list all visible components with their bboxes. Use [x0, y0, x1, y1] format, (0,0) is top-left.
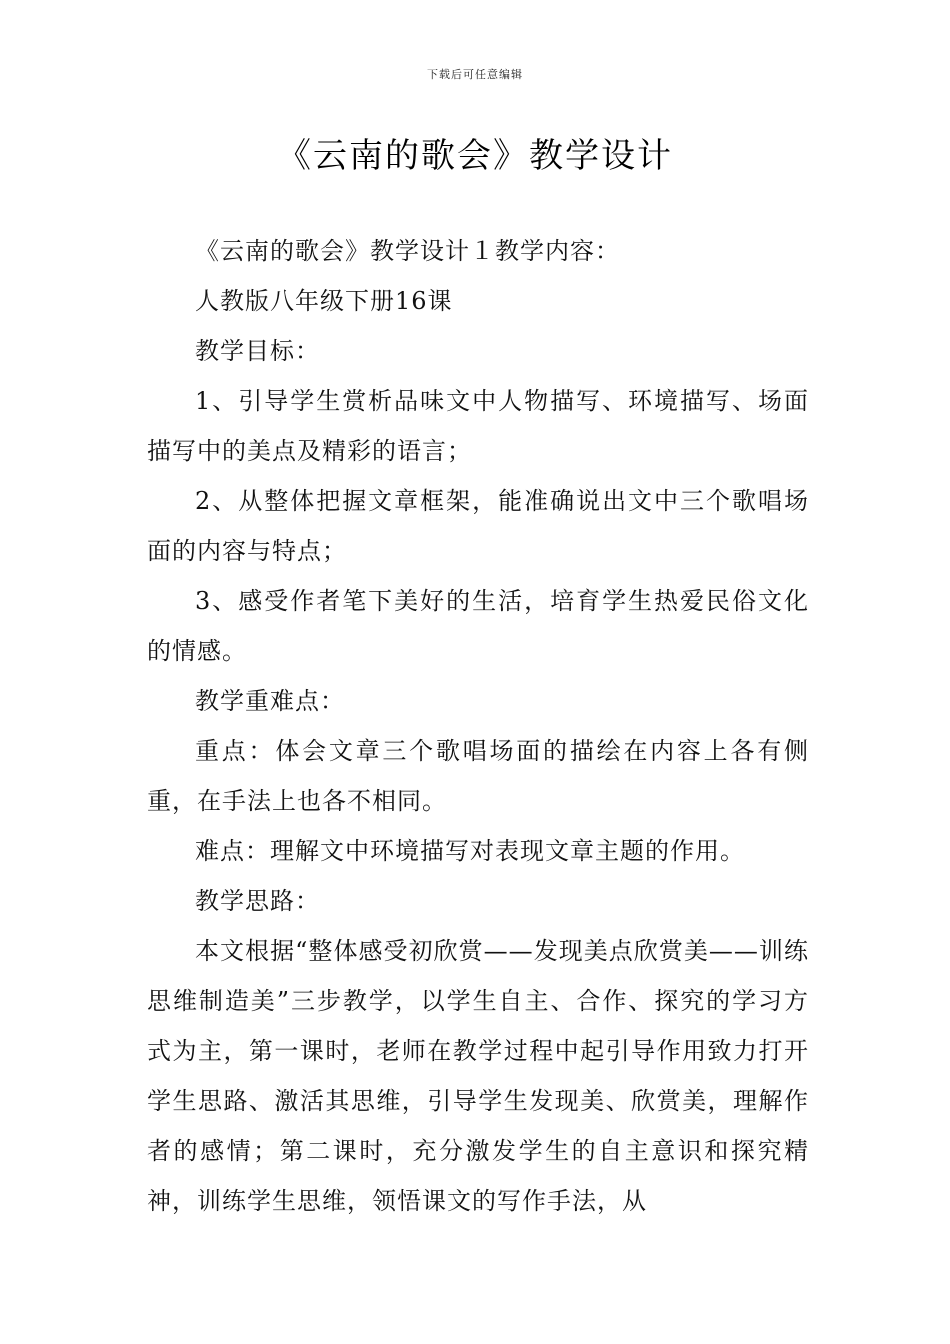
paragraph-goals-heading: 教学目标： [195, 337, 320, 365]
document-title: 《云南的歌会》教学设计 [277, 136, 673, 176]
paragraph-difficulty: 难点：理解文中环境描写对表现文章主题的作用。 [195, 837, 745, 865]
document-body [147, 226, 809, 1226]
paragraph-key-points-heading: 教学重难点： [195, 687, 345, 715]
paragraph-approach-heading: 教学思路： [195, 887, 320, 915]
header-note: 下载后可任意编辑 [427, 68, 523, 81]
paragraph-textbook: 人教版八年级下册16课 [195, 287, 453, 315]
paragraph-goal-2: 2、从整体把握文章框架，能准确说出文中三个歌唱场面的内容与特点； [147, 487, 809, 565]
paragraph-goal-1: 1、引导学生赏析品味文中人物描写、环境描写、场面描写中的美点及精彩的语言； [147, 387, 809, 465]
paragraph-approach: 本文根据“整体感受初欣赏——发现美点欣赏美——训练思维制造美”三步教学，以学生自主、合作、探究的学习方式为主，第一课时，老师在教学过程中起引导作用致力打开学生思路、激活其思维，引导学生发现美、欣赏美，理解作者的感情；第二课时，充分激发学生的自主意识和探究精神，训练学生思维，领悟课文的写作手法，从 [147, 937, 809, 1215]
paragraph-key-point: 重点：体会文章三个歌唱场面的描绘在内容上各有侧重，在手法上也各不相同。 [147, 737, 809, 815]
paragraph-goal-3: 3、感受作者笔下美好的生活，培育学生热爱民俗文化的情感。 [147, 587, 809, 665]
paragraph-content-heading: 《云南的歌会》教学设计１教学内容： [195, 237, 620, 265]
